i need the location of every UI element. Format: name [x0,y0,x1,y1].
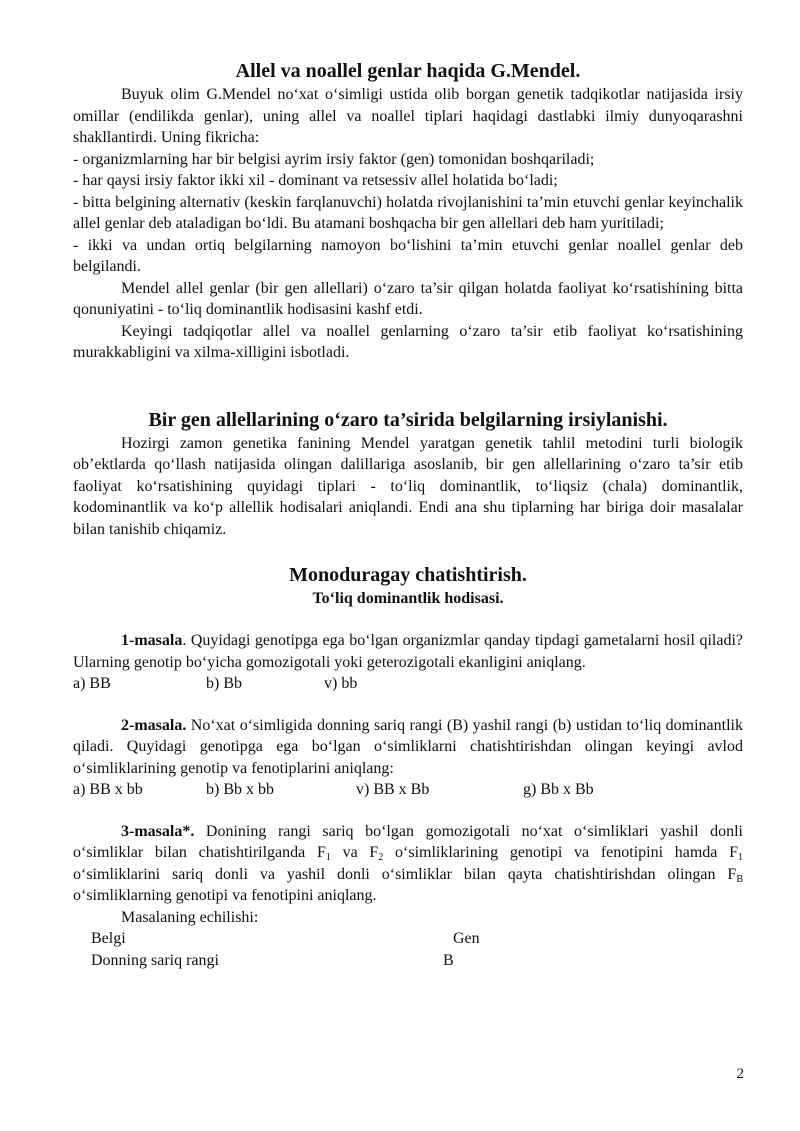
task-1-options [73,673,743,695]
task-2-option-v: v) BB x Bb [356,781,430,798]
task-3-text-3: o‘simliklarining genotipi va fenotipini hamda F [383,844,739,861]
paragraph-modern-genetics: Hozirgi zamon genetika fanining Mendel yaratgan genetik tahlil metodini turli biologik ob’ektlarda qo‘llash natijasida olingan dalillariga asoslanib, bir gen allellarining o‘zaro ta’sir etib faoliyat ko‘rsatishining quyidagi tiplari - to‘liq dominantlik, to‘liqsiz (chala) dominantlik, kodominantlik va ko‘p allellik hodisalari aniqlandi. Endi ana shu tiplarning har biriga doir masalalar bilan tanishib chiqamiz. [73,434,743,538]
header-belgi: Belgi [91,930,126,947]
task-2-label: 2-masala. [121,716,187,734]
subscript-f1: 1 [738,852,744,863]
bullet-3: - bitta belgining alternativ (keskin farqlanuvchi) holatda rivojlanishini ta’min etuvchi genlar keyinchalik allel genlar deb ataladigan bo‘ldi. Bu atamani boshqacha bir gen allellari deb ham yuritiladi; [73,193,743,232]
row-gene: B [443,951,454,969]
section-title-allel-interaction: Bir gen allellarining o‘zaro ta’sirida belgilarning irsiylanishi. [148,408,668,431]
task-3-text-5: o‘simliklarning genotipi va fenotipini aniqlang. [73,887,377,904]
paragraph-intro: Buyuk olim G.Mendel no‘xat o‘simligi ustida olib borgan genetik tadqikotlar natijasida irsiy omillar (endilikda genlar), uning allel va noallel tiplari haqidagi dastlabki ilmiy dunyoqarashni shakllantirdi. Uning fikricha: [73,86,743,146]
row-trait: Donning sariq rangi [91,951,219,969]
task-3-label: 3-masala*. [121,822,195,840]
task-2 [73,715,743,780]
document-page [73,58,743,971]
task-2-option-g: g) Bb x Bb [523,781,594,798]
task-3-text-1: Donining rangi sariq bo‘lgan gomozigotali no‘xat o‘simliklari yashil donli o‘simliklar bilan chatishtirilganda F [73,822,743,861]
section-title-allel: Allel va noallel genlar haqida G.Mendel. [235,60,581,82]
paragraph-further-research: Keyingi tadqiqotlar allel va noallel genlarning o‘zaro ta’sir etib faoliyat ko‘rsatishining murakkabligini va xilma-xilligini isbotladi. [73,322,743,361]
bullet-4: - ikki va undan ortiq belgilarning namoyon bo‘lishini ta’min etuvchi genlar noallel genlar deb belgilandi. [73,236,743,275]
subscript-fb: B [736,873,743,885]
section-subtitle-complete-dominance: To‘liq dominantlik hodisasi. [312,590,504,607]
task-2-options [73,779,743,801]
section-title-monohybrid: Monoduragay chatishtirish. [289,564,527,586]
bullet-2: - har qaysi irsiy faktor ikki xil - dominant va retsessiv allel holatida bo‘ladi; [73,172,558,189]
solution-table-row [73,950,743,972]
bullet-1: - organizmlarning har bir belgisi ayrim irsiy faktor (gen) tomonidan boshqariladi; [73,150,595,168]
paragraph-mendel: Mendel allel genlar (bir gen allellari) o‘zaro ta’sir qilgan holatda faoliyat ko‘rsatishining bitta qonuniyatini - to‘liq dominantlik hodisasini kashf etdi. [73,279,743,318]
subscript-f1: 1 [325,852,331,863]
task-1 [73,630,743,673]
spacer [73,610,743,630]
spacer [73,540,743,562]
spacer [73,695,743,715]
task-3-text-4: o‘simliklarini sariq donli va yashil donli o‘simliklar bilan qayta chatishtirishdan olingan F [73,865,737,883]
subscript-f2: 2 [378,852,384,863]
task-2-text: No‘xat o‘simligida donning sariq rangi (B) yashil rangi (b) ustidan to‘liq dominantlik qiladi. Quyidagi genotipga ega bo‘lgan o‘simliklarni chatishtirishdan olingan keyingi avlod o‘simliklarining genotip va fenotiplarini aniqlang: [73,716,743,777]
header-gen: Gen [453,930,480,947]
task-1-option-b: b) Bb [206,675,242,692]
spacer [73,801,743,821]
task-2-option-a: a) BB x bb [73,781,143,798]
page-number: 2 [736,1066,744,1082]
task-1-option-v: v) bb [324,675,358,692]
solution-heading: Masalaning echilishi: [121,908,259,926]
task-3 [73,821,743,907]
task-1-label: 1-masala [121,632,183,649]
spacer [73,364,743,407]
task-1-text: . Quyidagi genotipga ega bo‘lgan organizmlar qanday tipdagi gametalarni hosil qiladi? Ularning genotip bo‘yicha gomozigotali yoki geterozigotali ekanligini aniqlang. [73,632,743,671]
task-1-option-a: a) BB [73,675,111,692]
solution-table-header [73,928,743,950]
task-3-text-2: va F [330,844,379,861]
task-2-option-b: b) Bb x bb [206,781,274,798]
